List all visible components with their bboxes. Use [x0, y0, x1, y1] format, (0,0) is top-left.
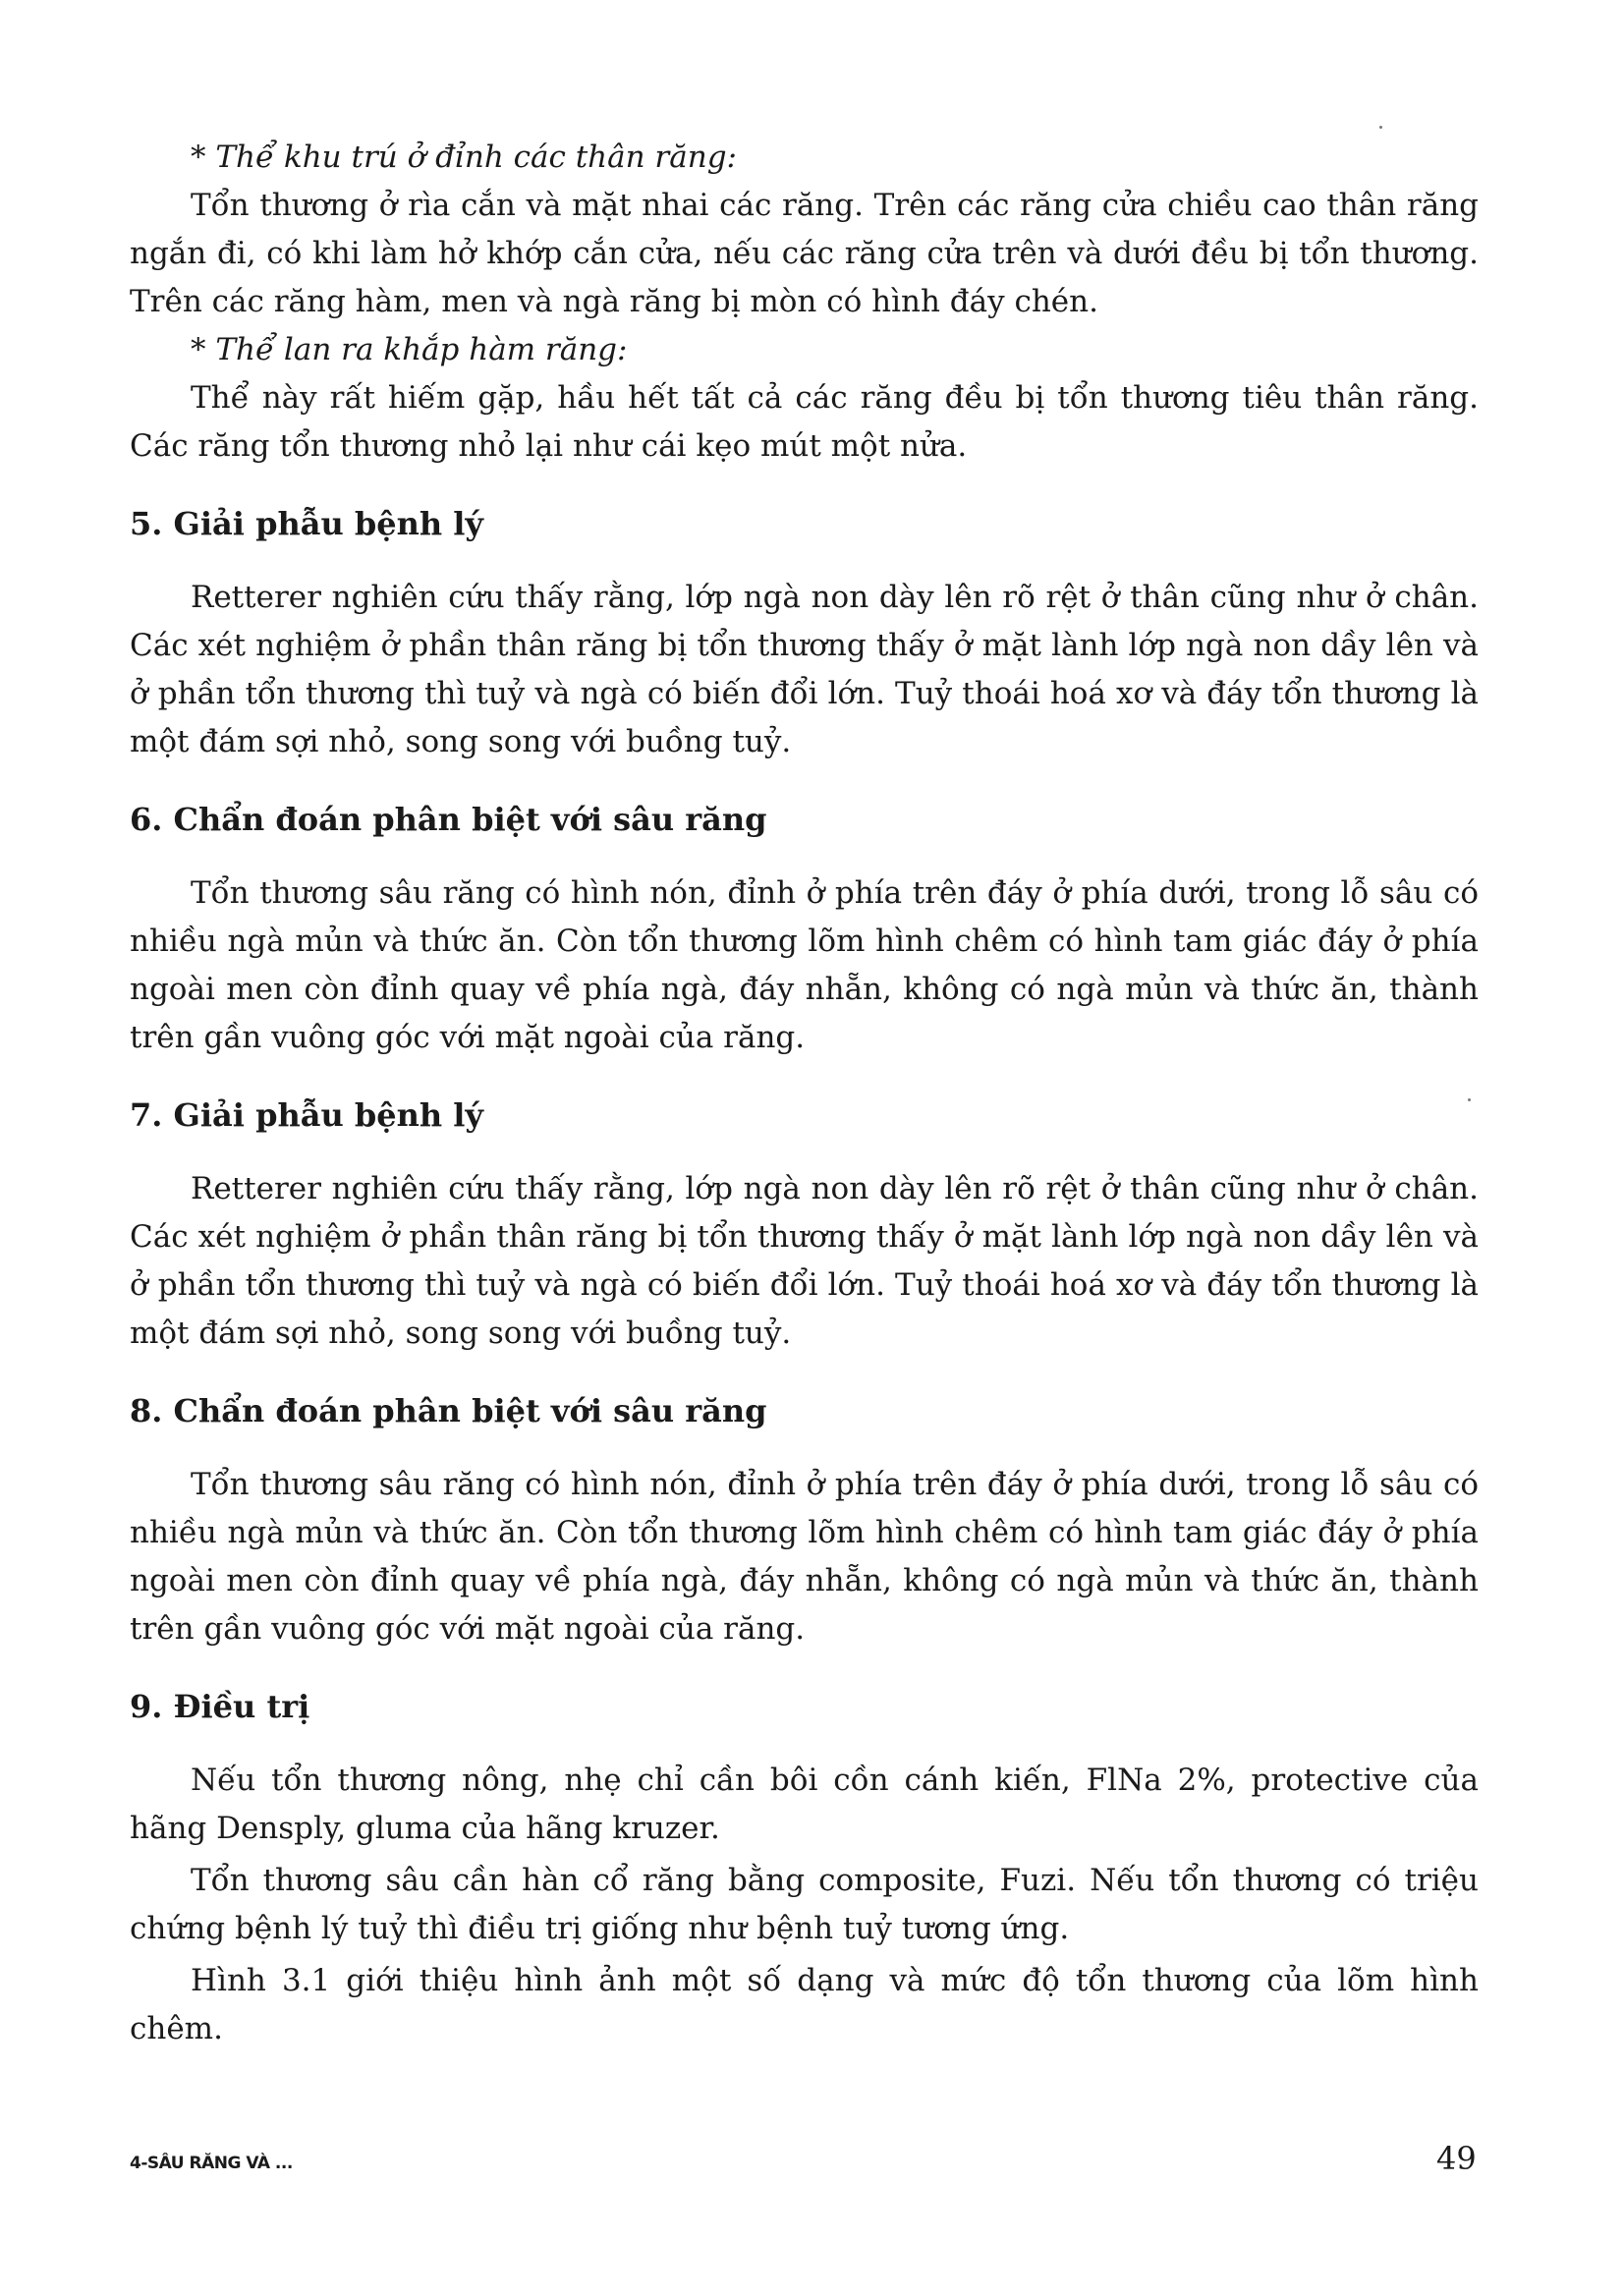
paragraph-section-9c: Hình 3.1 giới thiệu hình ảnh một số dạng và mức độ tổn thương của lõm hình chêm.	[130, 1963, 1479, 2046]
running-footer-title: 4-SÂU RĂNG VÀ ...	[130, 2154, 293, 2173]
paragraph-localized-type: Tổn thương ở rìa cắn và mặt nhai các răng. Trên các răng cửa chiều cao thân răng ngắn đi, có khi làm hở khớp cắn cửa, nếu các răng cửa trên và dưới đều bị tổn thương. Trên các răng hàm, men và ngà răng bị mòn có hình đáy chén.	[130, 188, 1479, 319]
paragraph-section-5: Retterer nghiên cứu thấy rằng, lớp ngà non dày lên rõ rệt ở thân cũng như ở chân. Các xét nghiệm ở phần thân răng bị tổn thương thấy ở mặt lành lớp ngà non dầy lên và ở phần tổn thương thì tuỷ và ngà có biến đổi lớn. Tuỷ thoái hoá xơ và đáy tổn thương là một đám sợi nhỏ, song song với buồng tuỷ.	[130, 580, 1479, 759]
paragraph-section-8: Tổn thương sâu răng có hình nón, đỉnh ở phía trên đáy ở phía dưới, trong lỗ sâu có nhiều ngà mủn và thức ăn. Còn tổn thương lõm hình chêm có hình tam giác đáy ở phía ngoài men còn đỉnh quay về phía ngà, đáy nhẵn, không có ngà mủn và thức ăn, thành trên gần vuông góc với mặt ngoài của răng.	[130, 1467, 1479, 1647]
section-heading-6: 6. Chẩn đoán phân biệt với sâu răng	[130, 801, 767, 838]
page-number: 49	[1436, 2140, 1477, 2177]
subheading-localized-type: * Thể khu trú ở đỉnh các thân răng:	[191, 140, 737, 175]
paragraph-generalized-type: Thể này rất hiếm gặp, hầu hết tất cả các răng đều bị tổn thương tiêu thân răng. Các răng tổn thương nhỏ lại như cái kẹo mút một nửa.	[130, 380, 1479, 464]
page-body	[130, 134, 1479, 2053]
scan-speck	[1468, 1098, 1471, 1101]
section-heading-8: 8. Chẩn đoán phân biệt với sâu răng	[130, 1392, 767, 1429]
paragraph-section-6: Tổn thương sâu răng có hình nón, đỉnh ở phía trên đáy ở phía dưới, trong lỗ sâu có nhiều ngà mủn và thức ăn. Còn tổn thương lõm hình chêm có hình tam giác đáy ở phía ngoài men còn đỉnh quay về phía ngà, đáy nhẵn, không có ngà mủn và thức ăn, thành trên gần vuông góc với mặt ngoài của răng.	[130, 875, 1479, 1055]
paragraph-section-7: Retterer nghiên cứu thấy rằng, lớp ngà non dày lên rõ rệt ở thân cũng như ở chân. Các xét nghiệm ở phần thân răng bị tổn thương thấy ở mặt lành lớp ngà non dầy lên và ở phần tổn thương thì tuỷ và ngà có biến đổi lớn. Tuỷ thoái hoá xơ và đáy tổn thương là một đám sợi nhỏ, song song với buồng tuỷ.	[130, 1171, 1479, 1351]
section-heading-7: 7. Giải phẫu bệnh lý	[130, 1096, 483, 1134]
scan-speck	[1379, 126, 1382, 129]
section-heading-5: 5. Giải phẫu bệnh lý	[130, 505, 483, 542]
paragraph-section-9a: Nếu tổn thương nông, nhẹ chỉ cần bôi cồn cánh kiến, FlNa 2%, protective của hãng Densply, gluma của hãng kruzer.	[130, 1763, 1479, 1846]
subheading-generalized-type: * Thể lan ra khắp hàm răng:	[191, 332, 628, 367]
section-heading-9: 9. Điều trị	[130, 1688, 310, 1725]
paragraph-section-9b: Tổn thương sâu cần hàn cổ răng bằng composite, Fuzi. Nếu tổn thương có triệu chứng bệnh lý tuỷ thì điều trị giống như bệnh tuỷ tương ứng.	[130, 1863, 1479, 1946]
